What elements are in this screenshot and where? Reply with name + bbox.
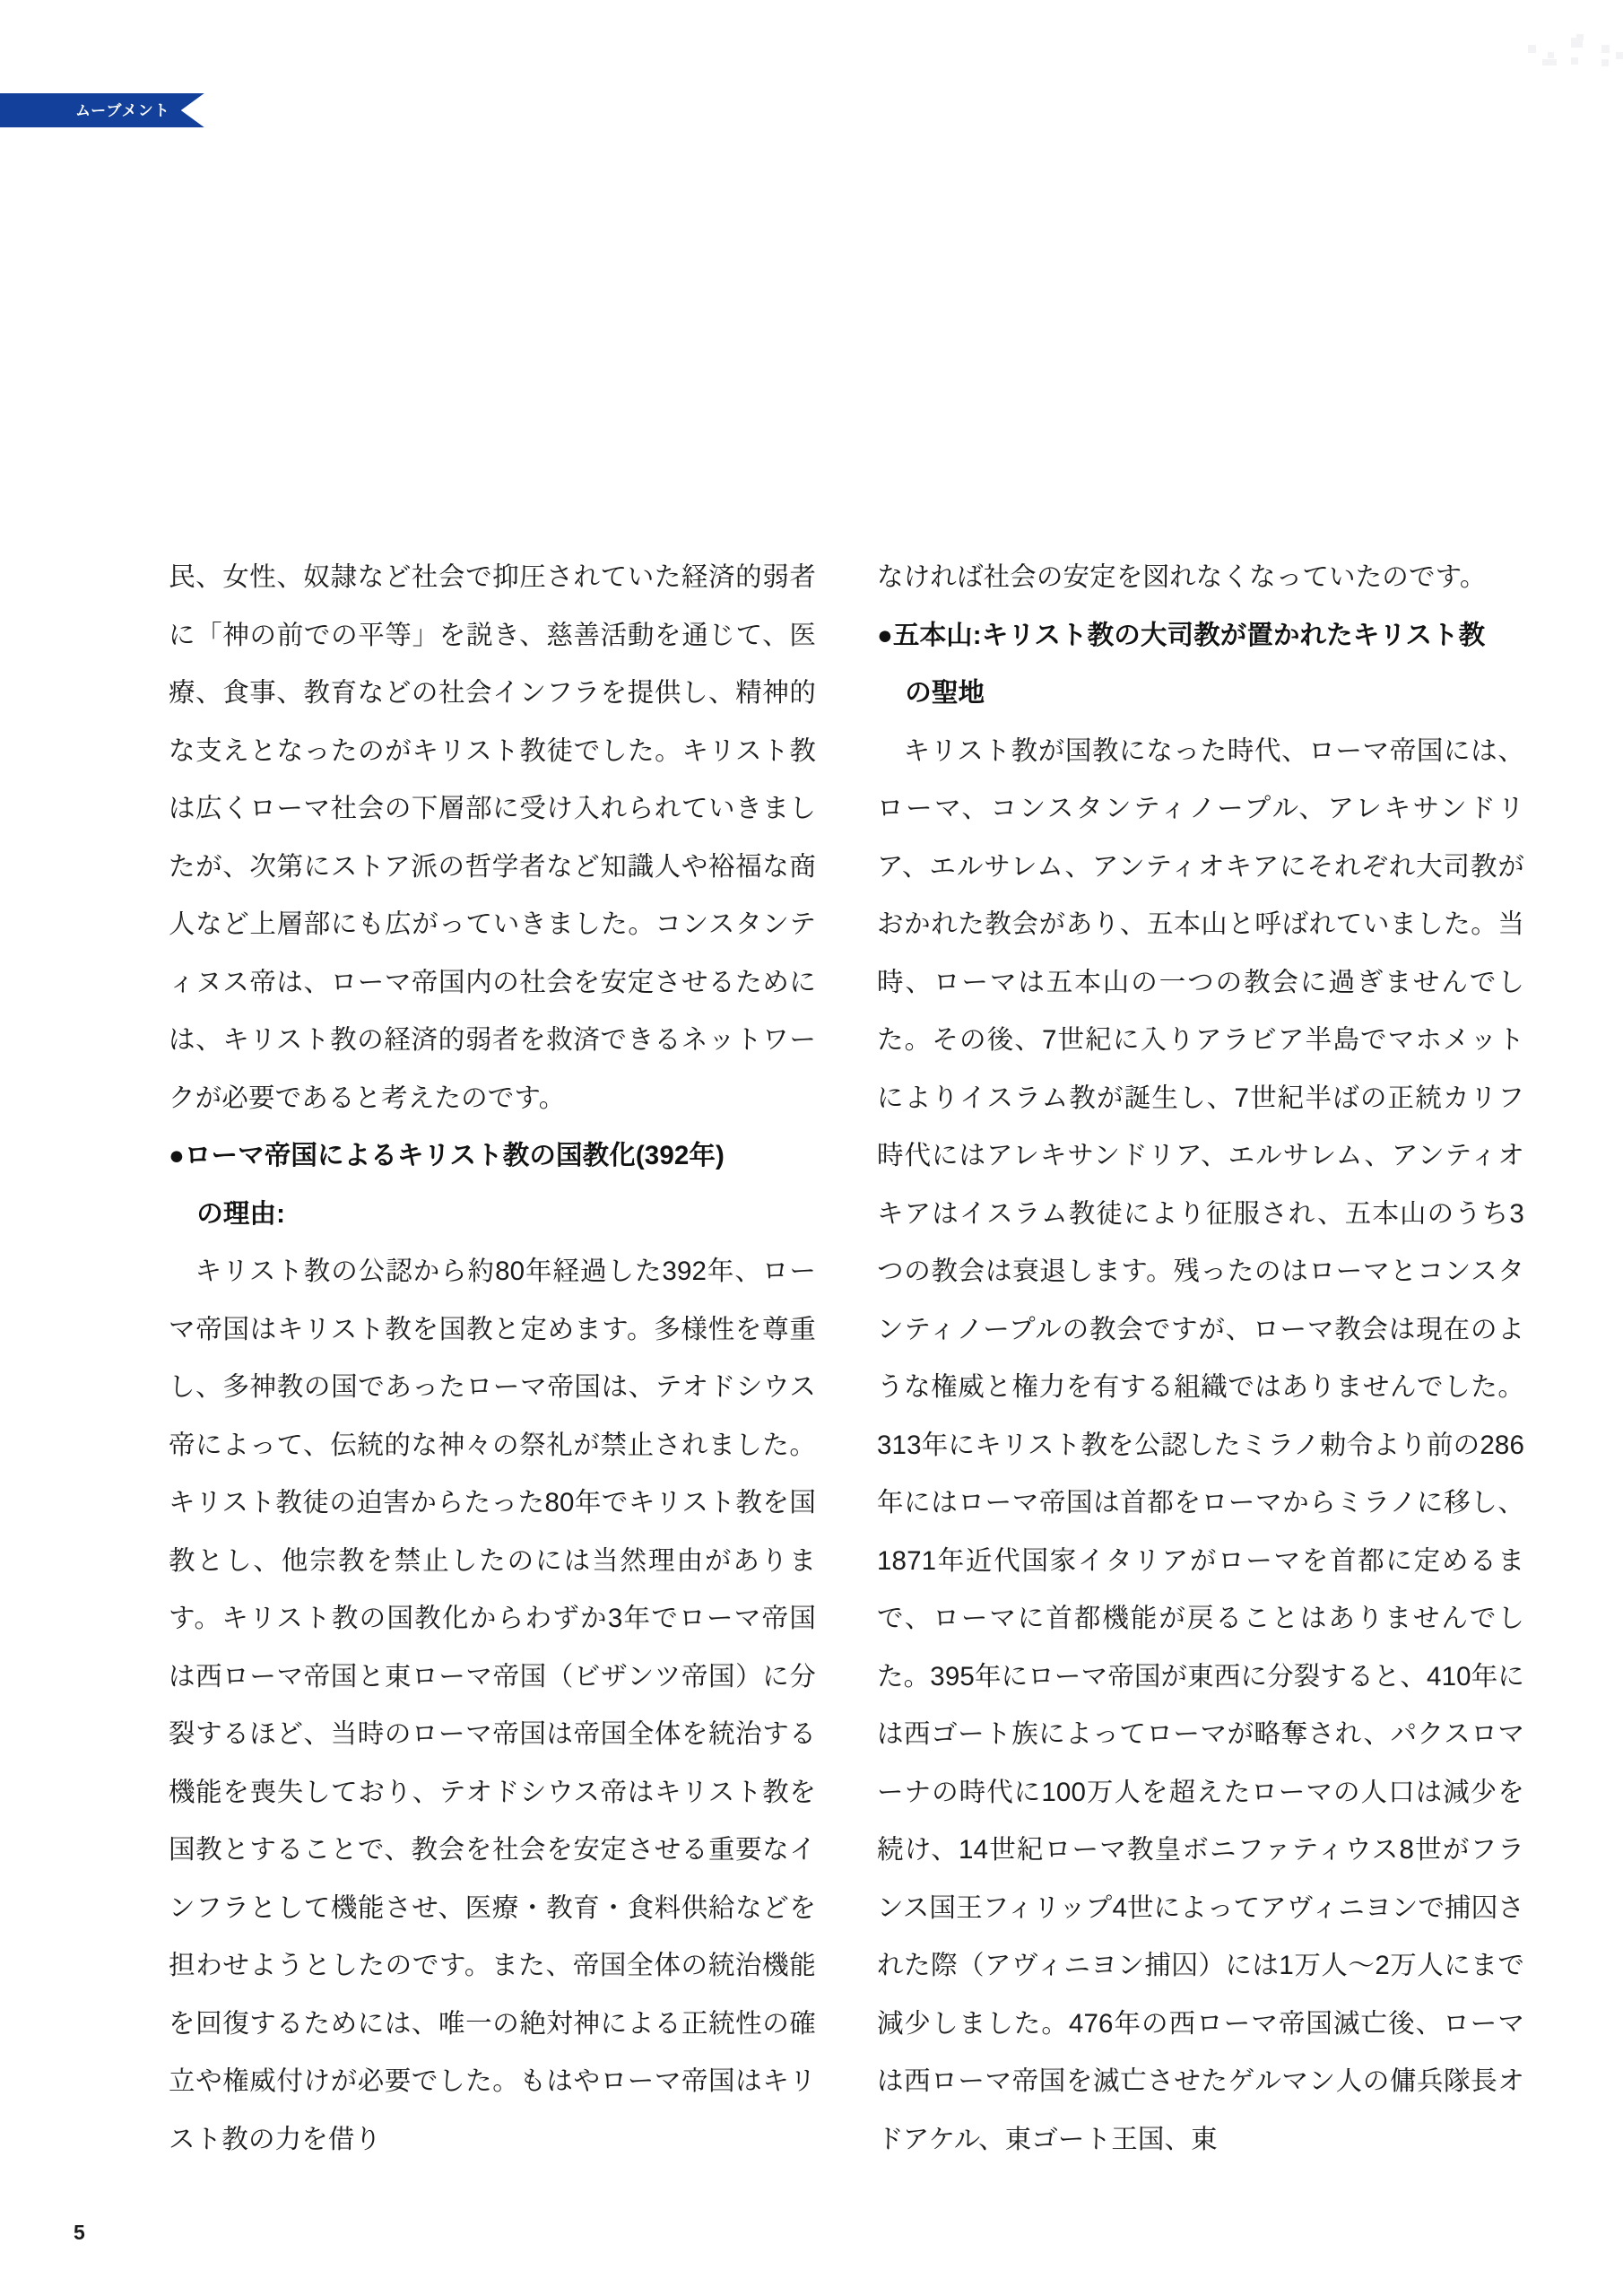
section-heading-line-1: ●五本山:キリスト教の大司教が置かれたキリスト教	[877, 620, 1486, 650]
section-heading	[169, 1127, 816, 1243]
paragraph: なければ社会の安定を図れなくなっていたのです。	[877, 562, 1487, 592]
paragraph: 民、女性、奴隷など社会で抑圧されていた経済的弱者に「神の前での平等」を説き、慈善活動を通じて、医療、食事、教育などの社会インフラを提供し、精神的な支えとなったのがキリスト教徒でした。キリスト教は広くローマ社会の下層部に受け入れられていきましたが、次第にストア派の哲学者など知識人や裕福な商人など上層部にも広がっていきました。コンスタンティヌス帝は、ローマ帝国内の社会を安定させるためには、キリスト教の経済的弱者を救済できるネットワークが必要であると考えたのです。	[169, 562, 816, 1113]
paragraph: キリスト教が国教になった時代、ローマ帝国には、ローマ、コンスタンティノープル、アレキサンドリア、エルサレム、アンティオキアにそれぞれ大司教がおかれた教会があり、五本山と呼ばれていました。当時、ローマは五本山の一つの教会に過ぎませんでした。その後、7世紀に入りアラビア半島でマホメットによりイスラム教が誕生し、7世紀半ばの正統カリフ時代にはアレキサンドリア、エルサレム、アンティオキアはイスラム教徒により征服され、五本山のうち3つの教会は衰退します。残ったのはローマとコンスタンティノープルの教会ですが、ローマ教会は現在のような権威と権力を有する組織ではありませんでした。313年にキリスト教を公認したミラノ勅令より前の286年にはローマ帝国は首都をローマからミラノに移し、1871年近代国家イタリアがローマを首都に定めるまで、ローマに首都機能が戻ることはありませんでした。395年にローマ帝国が東西に分裂すると、410年には西ゴート族によってローマが略奪され、パクスロマーナの時代に100万人を超えたローマの人口は減少を続け、14世紀ローマ教皇ボニファティウス8世がフランス国王フィリップ4世によってアヴィニヨンで捕囚された際（アヴィニヨン捕囚）には1万人〜2万人にまで減少しました。476年の西ローマ帝国滅亡後、ローマは西ローマ帝国を滅亡させたゲルマン人の傭兵隊長オドアケル、東ゴート王国、東	[877, 735, 1524, 2154]
section-heading-line-2: の理由:	[196, 1198, 286, 1229]
text-column-right	[877, 549, 1524, 2169]
section-heading-line-1: ●ローマ帝国によるキリスト教の国教化(392年)	[169, 1141, 725, 1170]
section-heading	[877, 607, 1524, 723]
page-number: 5	[74, 2221, 85, 2244]
running-header-label: ムーブメント	[75, 101, 170, 119]
text-column-left	[169, 549, 816, 2169]
paragraph: キリスト教の公認から約80年経過した392年、ローマ帝国はキリスト教を国教と定めます。多様性を尊重し、多神教の国であったローマ帝国は、テオドシウス帝によって、伝統的な神々の祭礼が禁止されました。キリスト教徒の迫害からたった80年でキリスト教を国教とし、他宗教を禁止したのには当然理由があります。キリスト教の国教化からわずか3年でローマ帝国は西ローマ帝国と東ローマ帝国（ビザンツ帝国）に分裂するほど、当時のローマ帝国は帝国全体を統治する機能を喪失しており、テオドシウス帝はキリスト教を国教とすることで、教会を社会を安定させる重要なインフラとして機能させ、医療・教育・食料供給などを担わせようとしたのです。また、帝国全体の統治機能を回復するためには、唯一の絶対神による正統性の確立や権威付けが必要でした。もはやローマ帝国はキリスト教の力を借り	[169, 1257, 816, 2154]
section-heading-line-2: の聖地	[905, 678, 985, 708]
